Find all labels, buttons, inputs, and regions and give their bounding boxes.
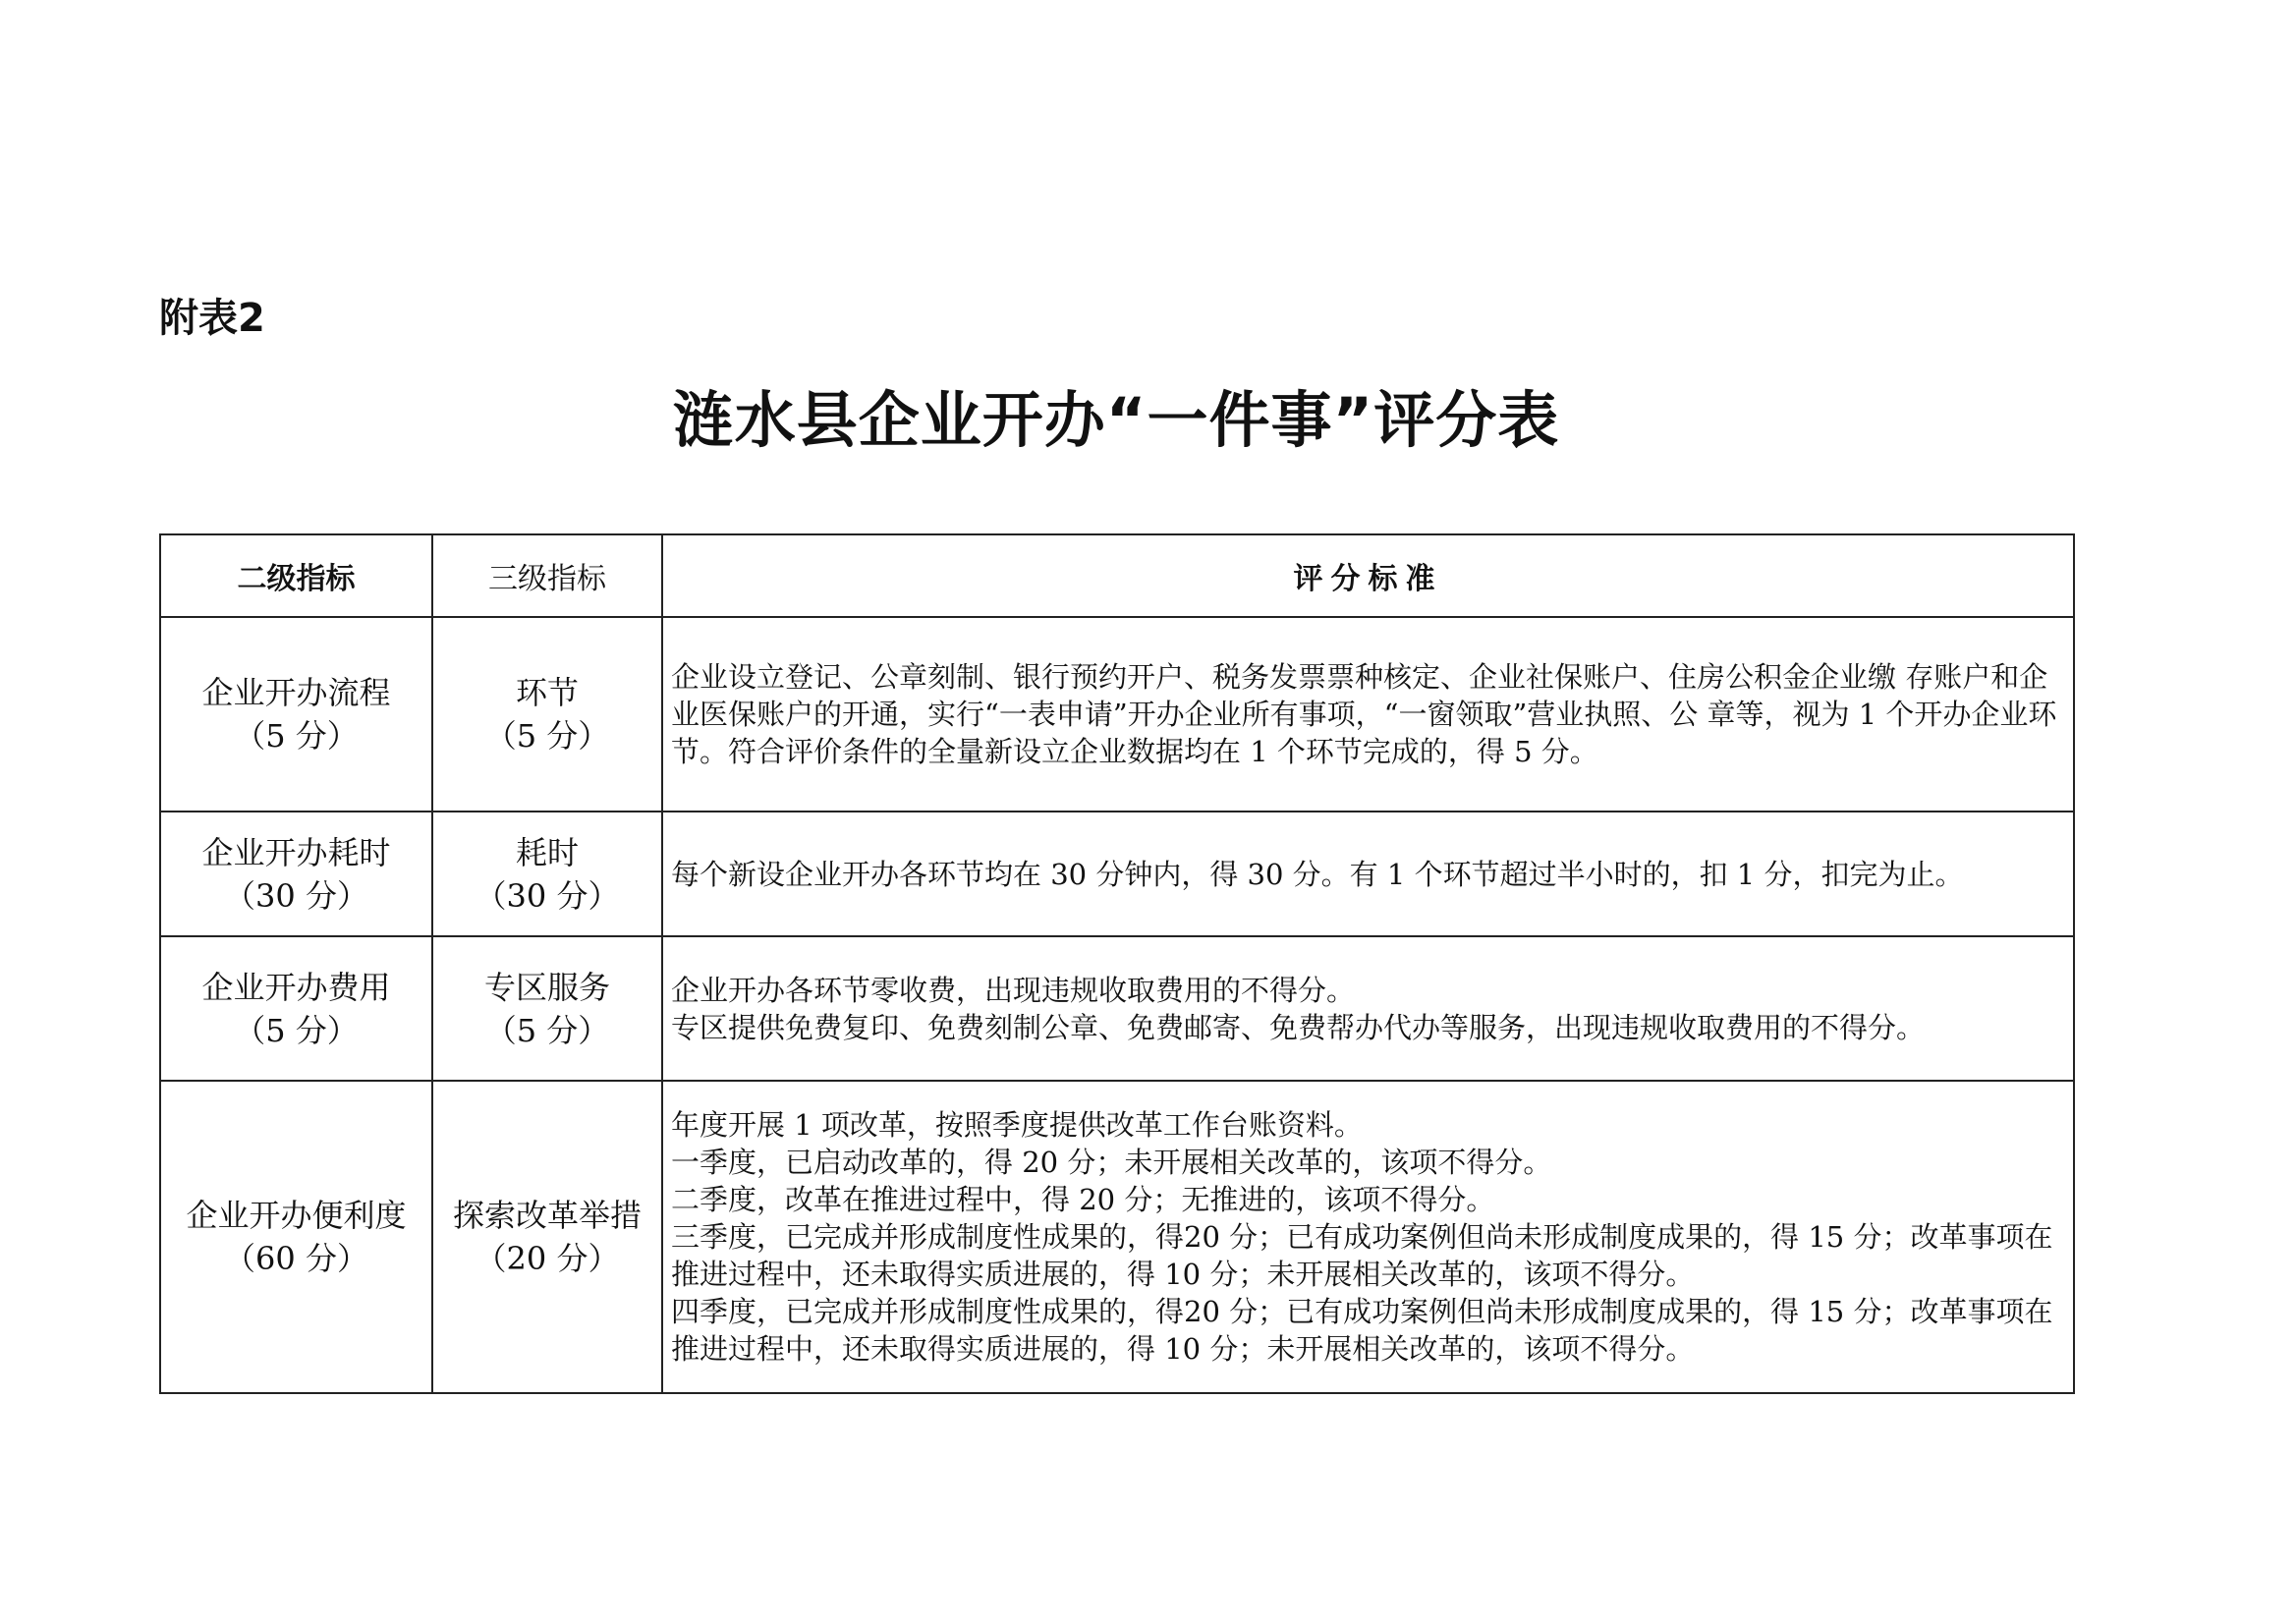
criteria-text: 四季度，已完成并形成制度性成果的，得20 分；已有成功案例但尚未形成制度成果的，得 15 分；改革事项在 推进过程中，还未取得实质进展的，得 10 分；未开展相关改革的，该项不得分。 [671, 1295, 2053, 1366]
criteria-cell [662, 936, 2074, 1081]
criteria-text: 专区提供免费复印、免费刻制公章、免费邮寄、免费帮办代办等服务，出现违规收取费用的不得分。 [671, 1010, 1926, 1044]
scoring-table [159, 533, 2075, 1394]
header-level2: 二级指标 [160, 534, 432, 617]
table-header-row [160, 534, 2074, 617]
level3-score: （5 分） [484, 1011, 610, 1049]
level3-cell [432, 617, 662, 812]
level3-score: （20 分） [475, 1240, 620, 1277]
criteria-text: 年度开展 1 项改革，按照季度提供改革工作台账资料。 [671, 1108, 1363, 1142]
criteria-text: 二季度，改革在推进过程中，得 20 分；无推进的，该项不得分。 [671, 1183, 1495, 1216]
level2-name: 企业开办流程 [201, 674, 391, 711]
header-level3: 三级指标 [432, 534, 662, 617]
criteria-text: 三季度，已完成并形成制度性成果的，得20 分；已有成功案例但尚未形成制度成果的，得 15 分；改革事项在推进过程中，还未取得实质进展的，得 10 分；未开展相关改革的，该项不得分。 [671, 1220, 2053, 1291]
level3-name: 环节 [515, 674, 579, 711]
table-row [160, 1081, 2074, 1393]
level2-score: （5 分） [234, 717, 359, 755]
level2-score: （30 分） [224, 876, 368, 915]
level2-cell [160, 1081, 432, 1393]
table-row [160, 812, 2074, 936]
criteria-cell [662, 1081, 2074, 1393]
table-row [160, 936, 2074, 1081]
level2-name: 企业开办费用 [201, 968, 391, 1006]
level3-cell [432, 936, 662, 1081]
table-row [160, 617, 2074, 812]
criteria-text: 一季度，已启动改革的，得 20 分；未开展相关改革的，该项不得分。 [671, 1146, 1552, 1179]
level3-score: （5 分） [484, 717, 610, 755]
level2-name: 企业开办耗时 [201, 833, 391, 871]
document-title: 涟水县企业开办“一件事”评分表 [672, 384, 1560, 456]
level2-score: （5 分） [234, 1011, 359, 1049]
criteria-text: 企业开办各环节零收费，出现违规收取费用的不得分。 [671, 973, 1356, 1007]
attachment-label: 附表2 [159, 296, 265, 341]
level3-name: 探索改革举措 [452, 1197, 642, 1234]
level2-score: （60 分） [224, 1240, 368, 1277]
level3-cell [432, 1081, 662, 1393]
level3-name: 耗时 [515, 833, 579, 871]
level3-name: 专区服务 [483, 968, 610, 1006]
criteria-text: 每个新设企业开办各环节均在 30 分钟内，得 30 分。有 1 个环节超过半小时的，扣 1 分，扣完为止。 [671, 857, 1964, 891]
level2-cell [160, 936, 432, 1081]
level3-cell [432, 812, 662, 936]
level3-score: （30 分） [475, 876, 620, 915]
criteria-cell [662, 812, 2074, 936]
criteria-cell [662, 617, 2074, 812]
level2-cell [160, 812, 432, 936]
criteria-text: 企业设立登记、公章刻制、银行预约开户、税务发票票种核定、企业社保账户、住房公积金企业缴 存账户和企业医保账户的开通，实行“一表申请”开办企业所有事项，“一窗领取”营业执照、公 章等，视为 1 个开办企业环节。符合评价条件的全量新设立企业数据均在 1 个环节完成的，得 5 分。 [671, 660, 2057, 768]
level2-name: 企业开办便利度 [186, 1197, 407, 1234]
header-criteria: 评分标准 [662, 534, 2074, 617]
level2-cell [160, 617, 432, 812]
